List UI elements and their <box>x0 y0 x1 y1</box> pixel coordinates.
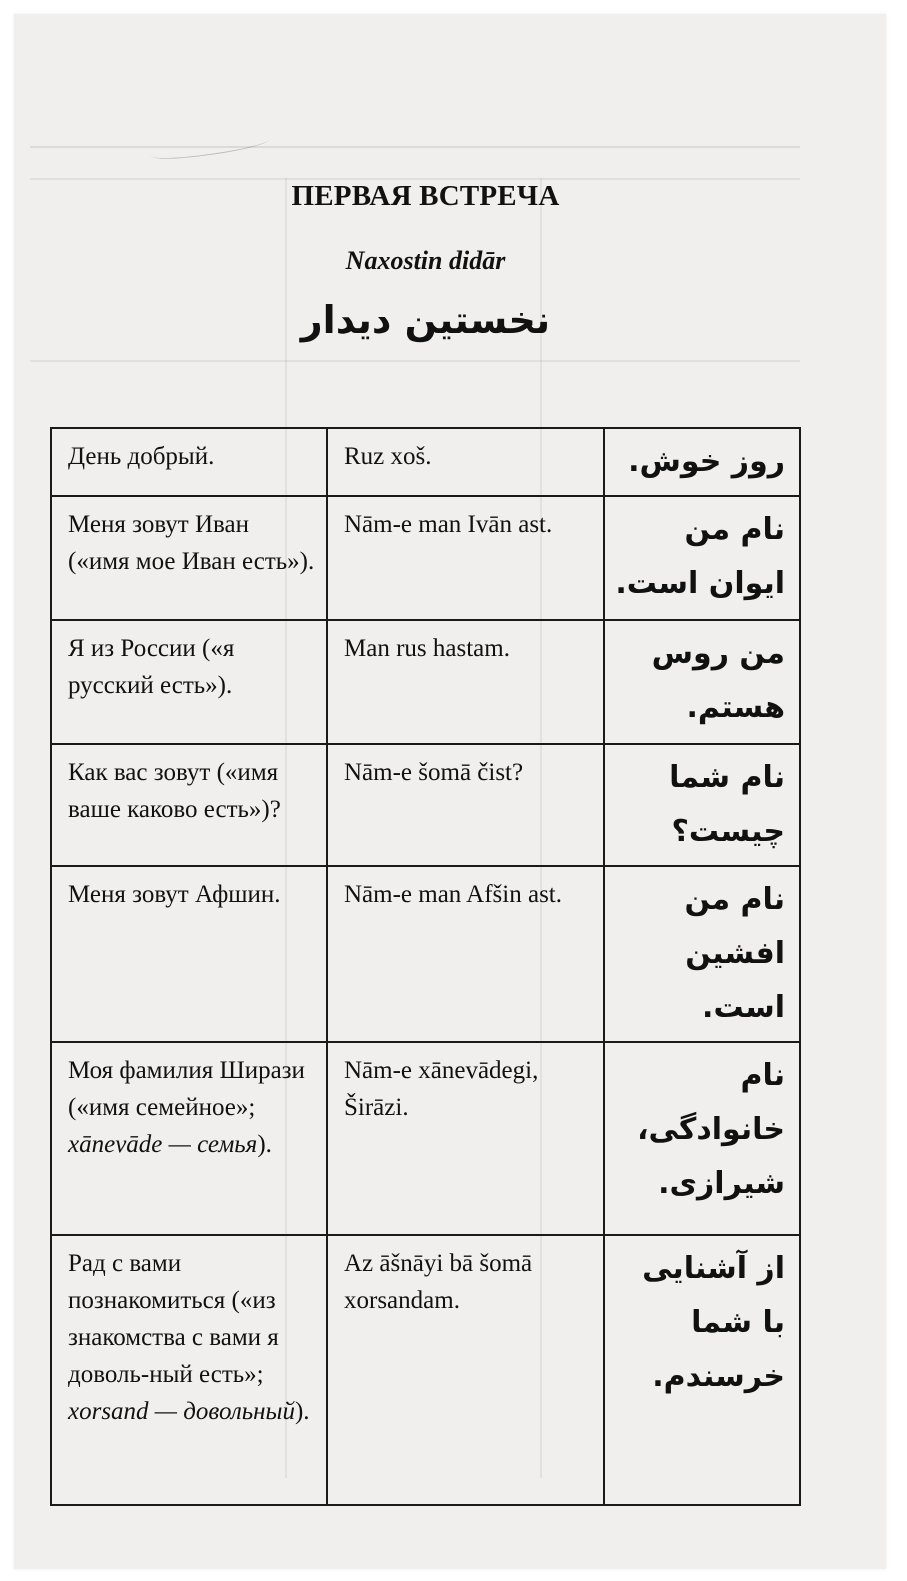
russian-cell <box>51 496 327 620</box>
persian-text: نام خانوادگی، شیرازی. <box>637 1058 785 1201</box>
russian-text: Я из России («я русский есть»). <box>68 635 235 699</box>
russian-cell <box>51 1042 327 1235</box>
russian-text: Как вас зовут («имя ваше каково есть»)? <box>68 759 281 823</box>
transliteration-cell <box>327 620 604 744</box>
table-row <box>51 496 800 620</box>
russian-text: Моя фамилия Ширази («имя семейное»; <box>68 1057 305 1121</box>
section-title-russian: ПЕРВАЯ ВСТРЕЧА <box>291 180 560 212</box>
persian-cell <box>604 744 800 866</box>
persian-cell <box>604 620 800 744</box>
russian-text: Рад с вами познакомиться («из знакомства с вами я доволь-ный есть»; <box>68 1250 279 1388</box>
persian-cell <box>604 428 800 496</box>
russian-text: Меня зовут Иван («имя мое Иван есть»). <box>68 511 315 575</box>
transliteration-text: Ruz xoš. <box>344 443 432 470</box>
transliteration-text: Nām-e man Ivān ast. <box>344 511 553 538</box>
persian-text: نام شما چیست؟ <box>669 760 785 849</box>
persian-text: نام من ایوان است. <box>615 512 785 601</box>
persian-text: روز خوش. <box>628 444 785 479</box>
table-row <box>51 1042 800 1235</box>
russian-cell <box>51 744 327 866</box>
persian-cell <box>604 866 800 1042</box>
russian-cell <box>51 866 327 1042</box>
section-title-persian: نخستین دیدار <box>300 298 551 342</box>
transliteration-cell <box>327 1235 604 1505</box>
show-through-header <box>30 96 800 148</box>
russian-italic-gloss: xānevāde — семья <box>68 1131 258 1158</box>
persian-cell <box>604 1235 800 1505</box>
section-title-transliteration: Naxostin didār <box>345 246 506 275</box>
transliteration-text: Nām-e man Afšin ast. <box>344 881 563 908</box>
transliteration-cell <box>327 866 604 1042</box>
russian-text: День добрый. <box>68 443 215 470</box>
table-row <box>51 744 800 866</box>
persian-cell <box>604 1042 800 1235</box>
table-row <box>51 428 800 496</box>
transliteration-cell <box>327 496 604 620</box>
russian-text-end: ). <box>294 1398 310 1425</box>
show-through-rule <box>30 360 800 362</box>
table-row <box>51 866 800 1042</box>
transliteration-text: Nām-e šomā čist? <box>344 759 524 786</box>
transliteration-cell <box>327 744 604 866</box>
russian-cell <box>51 620 327 744</box>
russian-text: Меня зовут Афшин. <box>68 881 281 908</box>
russian-text-end: ). <box>257 1131 272 1158</box>
persian-text: از آشنایی با شما خرسندم. <box>642 1251 785 1394</box>
transliteration-cell <box>327 428 604 496</box>
russian-italic-gloss: xorsand — довольный <box>68 1398 295 1425</box>
persian-cell <box>604 496 800 620</box>
transliteration-text: Man rus hastam. <box>344 635 510 662</box>
persian-text: من روس هستم. <box>651 636 785 725</box>
phrase-table <box>50 427 801 1506</box>
table-row <box>51 620 800 744</box>
russian-cell <box>51 428 327 496</box>
persian-text: نام من افشین است. <box>684 882 785 1025</box>
transliteration-cell <box>327 1042 604 1235</box>
russian-cell <box>51 1235 327 1505</box>
transliteration-text: Nām-e xānevādegi, Širāzi. <box>344 1057 539 1121</box>
transliteration-text: Az āšnāyi bā šomā xorsandam. <box>344 1250 533 1314</box>
table-row <box>51 1235 800 1505</box>
